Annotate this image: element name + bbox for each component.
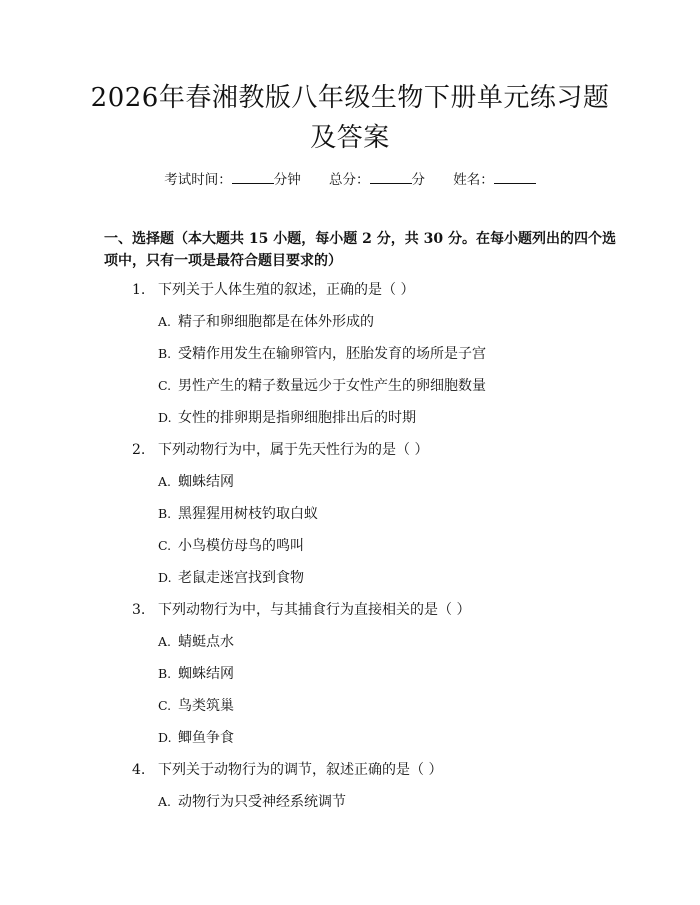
question-2-option-a [158,473,234,491]
question-2-option-b [158,505,318,523]
total-score-unit: 分 [411,172,425,188]
option-text: 鲫鱼争食 [178,730,234,746]
option-text: 受精作用发生在输卵管内，胚胎发育的场所是子宫 [178,346,486,362]
question-3-option-b [158,665,234,683]
option-letter: A. [158,474,172,489]
name-blank[interactable] [494,169,536,184]
question-number: 2. [132,442,146,458]
question-1-option-b [158,345,486,363]
option-letter: A. [158,794,172,809]
option-letter: C. [158,378,172,393]
option-text: 精子和卵细胞都是在体外形成的 [178,314,374,330]
question-text: 下列关于动物行为的调节，叙述正确的是（ ） [158,762,443,778]
option-text: 动物行为只受神经系统调节 [178,794,346,810]
name-field [453,169,536,189]
exam-time-unit: 分钟 [273,172,301,188]
question-text: 下列动物行为中，属于先天性行为的是（ ） [158,442,429,458]
option-text: 蜻蜓点水 [178,634,234,650]
option-text: 鸟类筑巢 [178,698,234,714]
option-letter: B. [158,346,172,361]
option-letter: B. [158,506,172,521]
option-letter: C. [158,538,172,553]
exam-time-label: 考试时间： [164,172,232,188]
question-3 [132,601,470,619]
option-letter: D. [158,730,172,745]
question-2-option-c [158,537,304,555]
total-score-blank[interactable] [370,169,412,184]
option-letter: A. [158,634,172,649]
question-3-option-a [158,633,234,651]
name-label: 姓名： [453,172,494,188]
option-text: 蜘蛛结网 [178,666,234,682]
option-letter: D. [158,570,172,585]
question-1 [132,281,414,299]
page-title: 2026年春湘教版八年级生物下册单元练习题及答案 [90,83,610,153]
option-letter: A. [158,314,172,329]
option-text: 蜘蛛结网 [178,474,234,490]
question-3-option-c [158,697,234,715]
option-letter: B. [158,666,172,681]
option-letter: C. [158,698,172,713]
option-text: 女性的排卵期是指卵细胞排出后的时期 [178,410,416,426]
question-2 [132,441,428,459]
question-number: 1. [132,282,146,298]
option-letter: D. [158,410,172,425]
exam-info [0,169,700,189]
question-1-option-d [158,409,416,427]
question-4-option-a [158,793,346,811]
option-text: 男性产生的精子数量远少于女性产生的卵细胞数量 [178,378,486,394]
question-1-option-c [158,377,486,395]
option-text: 小鸟模仿母鸟的鸣叫 [178,538,304,554]
question-3-option-d [158,729,234,747]
question-4 [132,761,442,779]
option-text: 老鼠走迷宫找到食物 [178,570,304,586]
exam-time-blank[interactable] [232,169,274,184]
question-number: 3. [132,602,146,618]
total-score-field [329,169,425,189]
question-text: 下列动物行为中，与其捕食行为直接相关的是（ ） [158,602,471,618]
question-2-option-d [158,569,304,587]
total-score-label: 总分： [329,172,370,188]
option-text: 黑猩猩用树枝钓取白蚁 [178,506,318,522]
question-1-option-a [158,313,374,331]
question-text: 下列关于人体生殖的叙述，正确的是（ ） [158,282,415,298]
section-heading: 一、选择题（本大题共 15 小题，每小题 2 分，共 30 分。在每小题列出的四个选项中，只有一项是最符合题目要求的） [104,231,616,269]
question-number: 4. [132,762,146,778]
exam-time-field [164,169,301,189]
